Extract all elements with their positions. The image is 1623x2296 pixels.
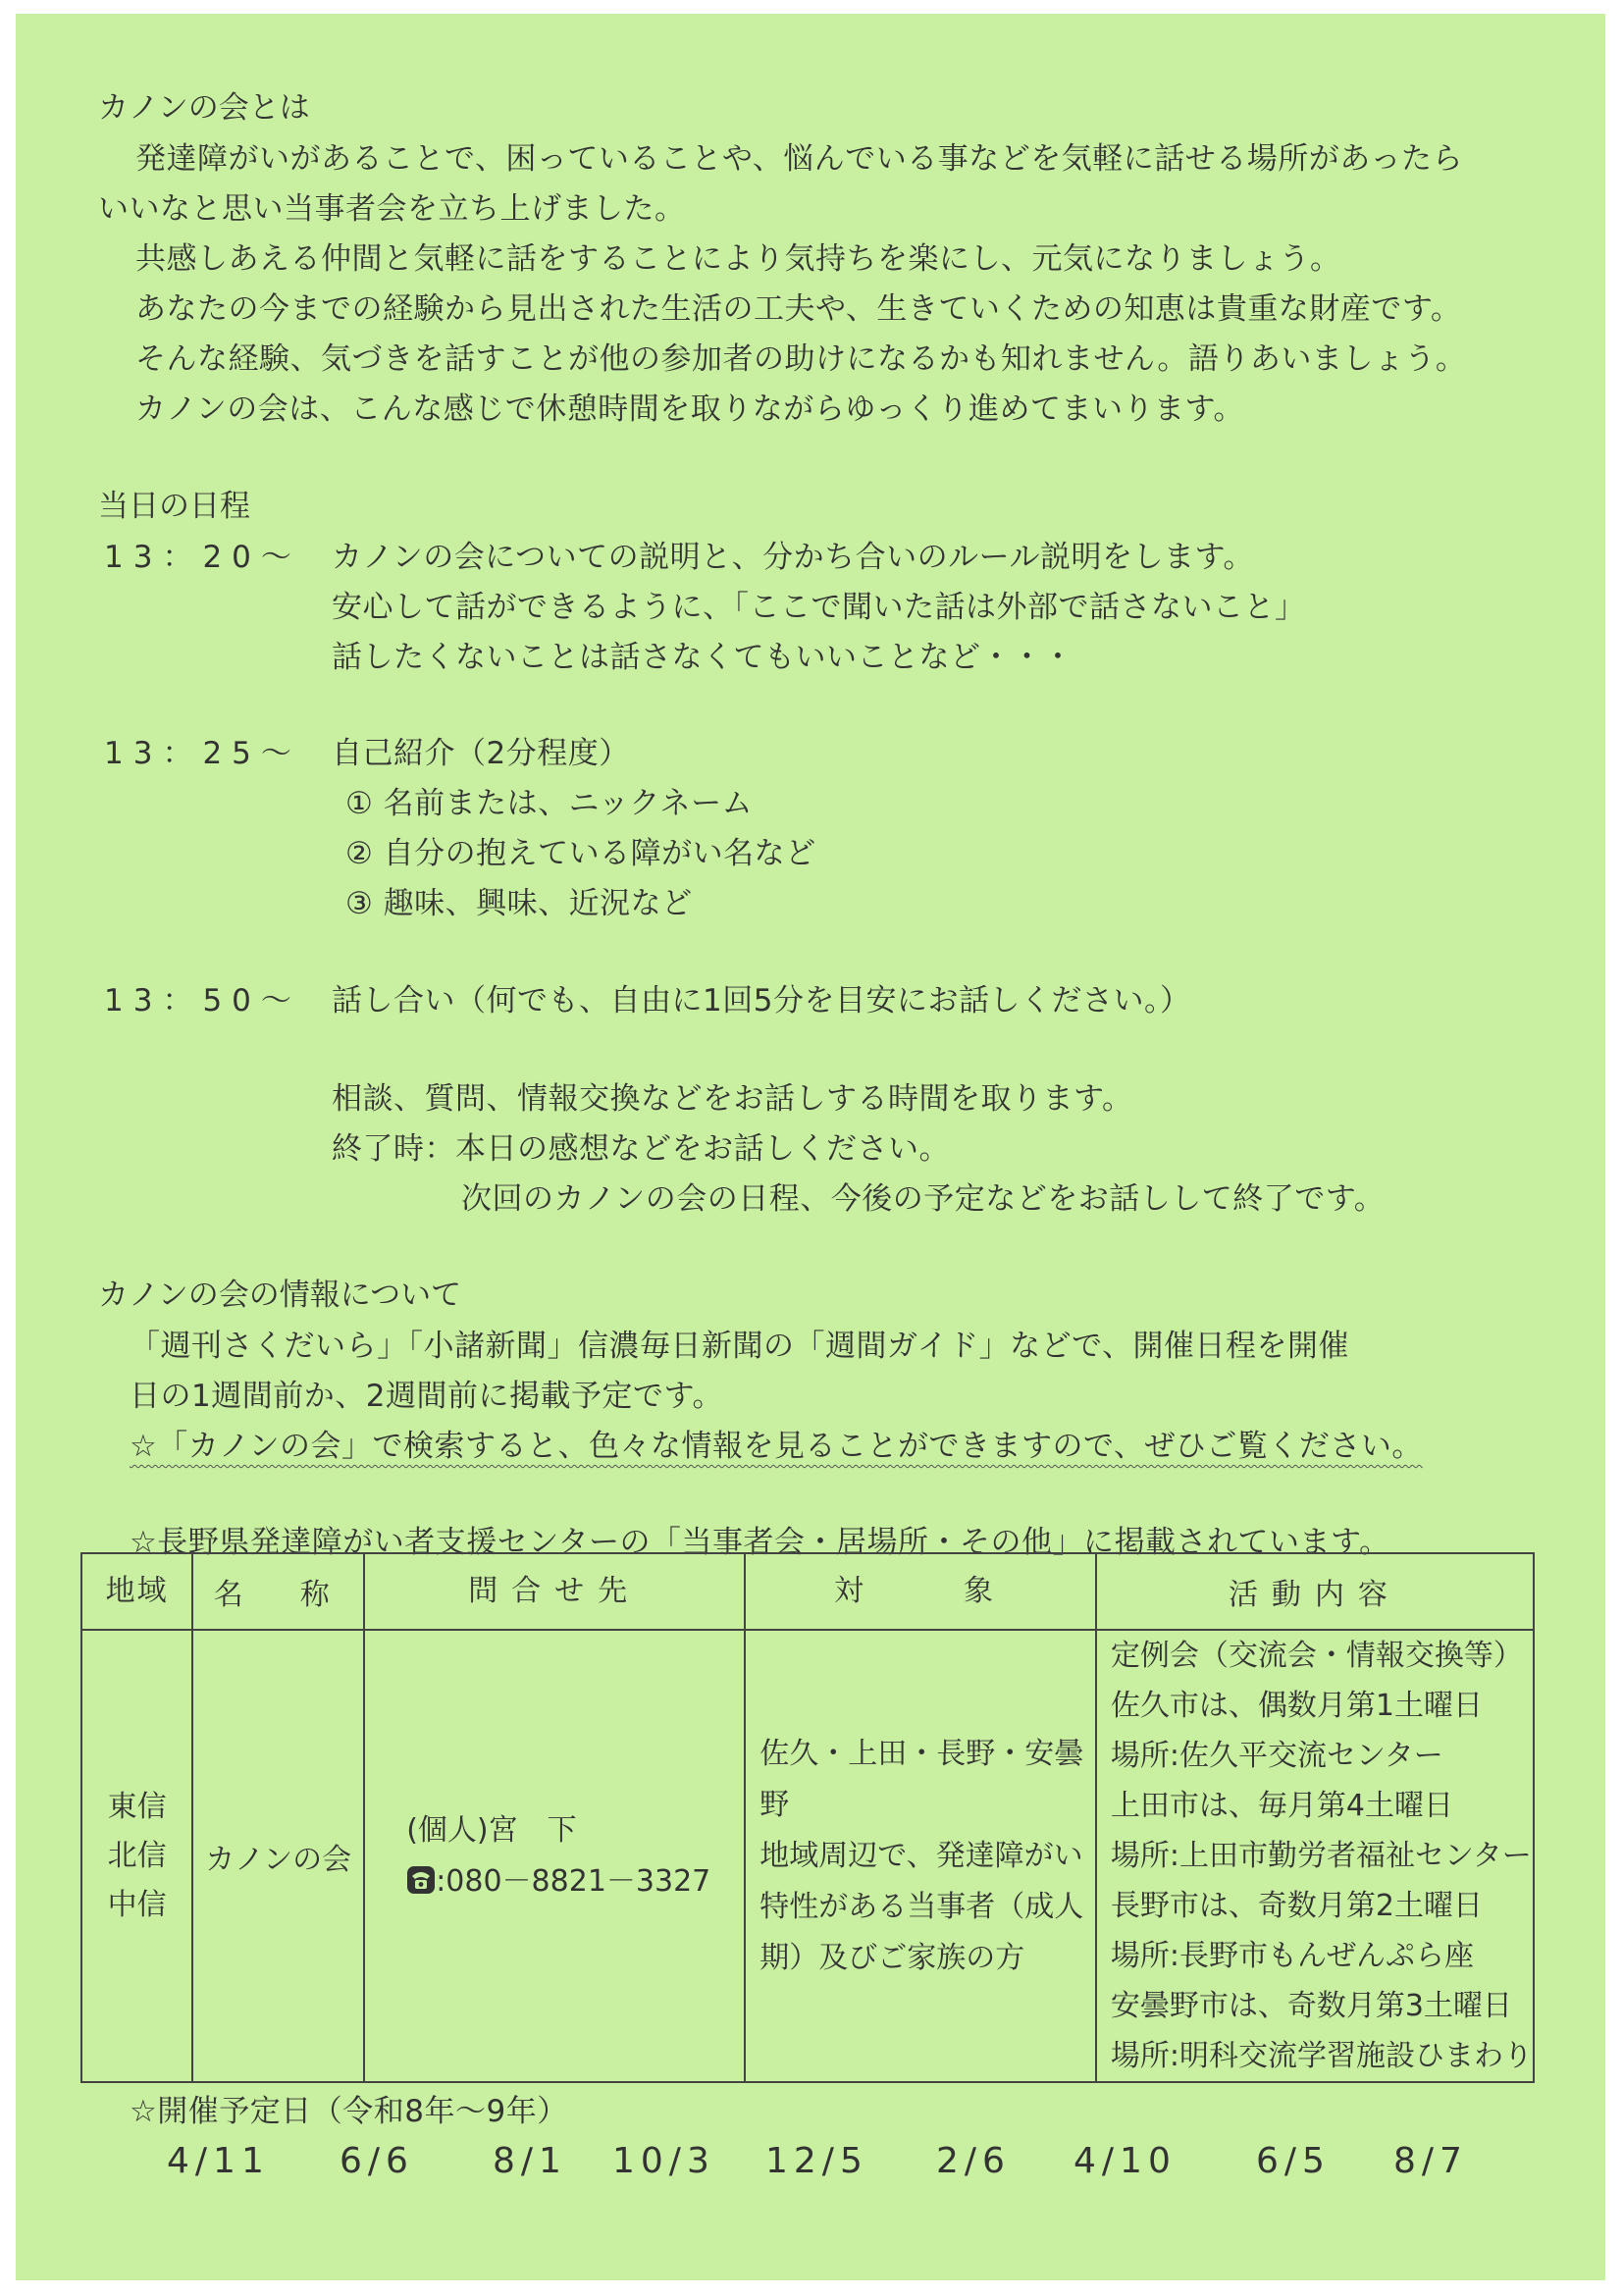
about-line: いいなと思い当事者会を立ち上げました。 <box>98 191 686 227</box>
contact-phone-row <box>406 1856 744 1907</box>
contact-cell <box>364 1630 745 2082</box>
discussion-line: 終了時：本日の感想などをお話しください。 <box>332 1131 950 1167</box>
info-heading: カノンの会の情報について <box>98 1278 462 1313</box>
schedule-time-3: 13：50～ <box>104 983 301 1018</box>
activity-line: 定例会（交流会・情報交換等） <box>1110 1639 1523 1673</box>
group-info-table <box>80 1552 1535 2083</box>
schedule-line: 安心して話ができるように、「ここで聞いた話は外部で話さないこと」 <box>332 590 1306 625</box>
region-hokushin: 北信 <box>107 1838 167 1873</box>
target-line: 地域周辺で、発達障がい <box>759 1838 1083 1873</box>
contact-person: (個人)宮 下 <box>406 1812 577 1848</box>
phone-icon <box>406 1860 436 1890</box>
target-line: 期）及びご家族の方 <box>759 1940 1025 1975</box>
date-item: 8/1 <box>493 2141 567 2181</box>
header-target: 対 象 <box>745 1553 1096 1630</box>
info-line: 「週刊さくだいら」「小諸新聞」信濃毎日新聞の「週間ガイド」などで、開催日程を開催 <box>130 1329 1349 1364</box>
activity-line: 長野市は、奇数月第2土曜日 <box>1110 1889 1483 1923</box>
date-item: 10/3 <box>612 2141 715 2181</box>
about-heading: カノンの会とは <box>98 90 310 126</box>
schedule-time-1: 13：20～ <box>104 540 301 575</box>
date-item: 8/7 <box>1393 2141 1468 2181</box>
target-line: 佐久・上田・長野・安曇野 <box>759 1736 1084 1822</box>
schedule-line: 話したくないことは話さなくてもいいことなど・・・ <box>332 640 1073 675</box>
table-header-row <box>81 1553 1534 1630</box>
header-name: 名 称 <box>192 1553 364 1630</box>
date-item: 4/11 <box>167 2141 270 2181</box>
region-chushin: 中信 <box>107 1887 167 1922</box>
activity-line: 場所:明科交流学習施設ひまわり <box>1110 2039 1533 2073</box>
about-line: 発達障がいがあることで、困っていることや、悩んでいる事などを気軽に話せる場所があったら <box>135 141 1463 177</box>
activity-line: 佐久市は、偶数月第1土曜日 <box>1110 1689 1483 1723</box>
discussion-line: 次回のカノンの会の日程、今後の予定などをお話しして終了です。 <box>461 1181 1386 1217</box>
date-item: 4/10 <box>1073 2141 1177 2181</box>
discussion-title: 話し合い（何でも、自由に1回5分を目安にお話しください。） <box>332 983 1191 1018</box>
activity-cell <box>1096 1630 1534 2082</box>
info-line: 日の1週間前か、2週間前に掲載予定です。 <box>130 1379 723 1414</box>
region-tokushin: 東信 <box>107 1789 167 1824</box>
contact-phone: :080－8821－3327 <box>436 1863 711 1899</box>
activity-line: 場所:上田市勤労者福祉センター <box>1110 1839 1532 1873</box>
group-name-cell: カノンの会 <box>192 1630 364 2082</box>
schedule-heading: 当日の日程 <box>98 489 250 524</box>
self-intro-item: ② 自分の抱えている障がい名など <box>345 836 816 871</box>
about-line: 共感しあえる仲間と気軽に話をすることにより気持ちを楽にし、元気になりましょう。 <box>135 241 1341 277</box>
target-cell <box>745 1630 1096 2082</box>
self-intro-title: 自己紹介（2分程度） <box>332 736 630 771</box>
date-item: 2/6 <box>936 2141 1011 2181</box>
activity-line: 場所:長野市もんぜんぷら座 <box>1110 1939 1474 1973</box>
table-row <box>81 1630 1534 2082</box>
schedule-line: カノンの会についての説明と、分かち合いのルール説明をします。 <box>332 540 1255 575</box>
header-contact: 問合せ先 <box>364 1553 745 1630</box>
about-line: カノンの会は、こんな感じで休憩時間を取りながらゆっくり進めてまいります。 <box>135 391 1244 427</box>
header-region: 地域 <box>81 1553 192 1630</box>
activity-line: 場所:佐久平交流センター <box>1110 1739 1443 1773</box>
schedule-time-2: 13：25～ <box>104 736 301 771</box>
date-item: 6/6 <box>340 2141 414 2181</box>
search-note: ☆「カノンの会」で検索すると、色々な情報を見ることができますので、ぜひご覧ください。 <box>130 1429 1423 1464</box>
date-item: 12/5 <box>765 2141 868 2181</box>
region-cell <box>81 1630 192 2082</box>
self-intro-item: ③ 趣味、興味、近況など <box>345 886 693 921</box>
activity-line: 上田市は、毎月第4土曜日 <box>1110 1789 1453 1823</box>
activity-line: 安曇野市は、奇数月第3土曜日 <box>1110 1989 1512 2023</box>
date-item: 6/5 <box>1256 2141 1331 2181</box>
support-center-note: ☆長野県発達障がい者支援センターの「当事者会・居場所・その他」に掲載されています。 <box>130 1525 1390 1560</box>
about-line: あなたの今までの経験から見出された生活の工夫や、生きていくための知恵は貴重な財産です。 <box>135 291 1462 327</box>
about-line: そんな経験、気づきを話すことが他の参加者の助けになるかも知れません。語りあいましょう。 <box>135 341 1467 377</box>
discussion-line: 相談、質問、情報交換などをお話しする時間を取ります。 <box>332 1081 1133 1117</box>
dates-heading: ☆開催予定日（令和8年～9年） <box>130 2094 568 2129</box>
target-line: 特性がある当事者（成人 <box>759 1889 1084 1924</box>
self-intro-item: ① 名前または、ニックネーム <box>345 786 754 821</box>
header-activity: 活動内容 <box>1096 1553 1534 1630</box>
